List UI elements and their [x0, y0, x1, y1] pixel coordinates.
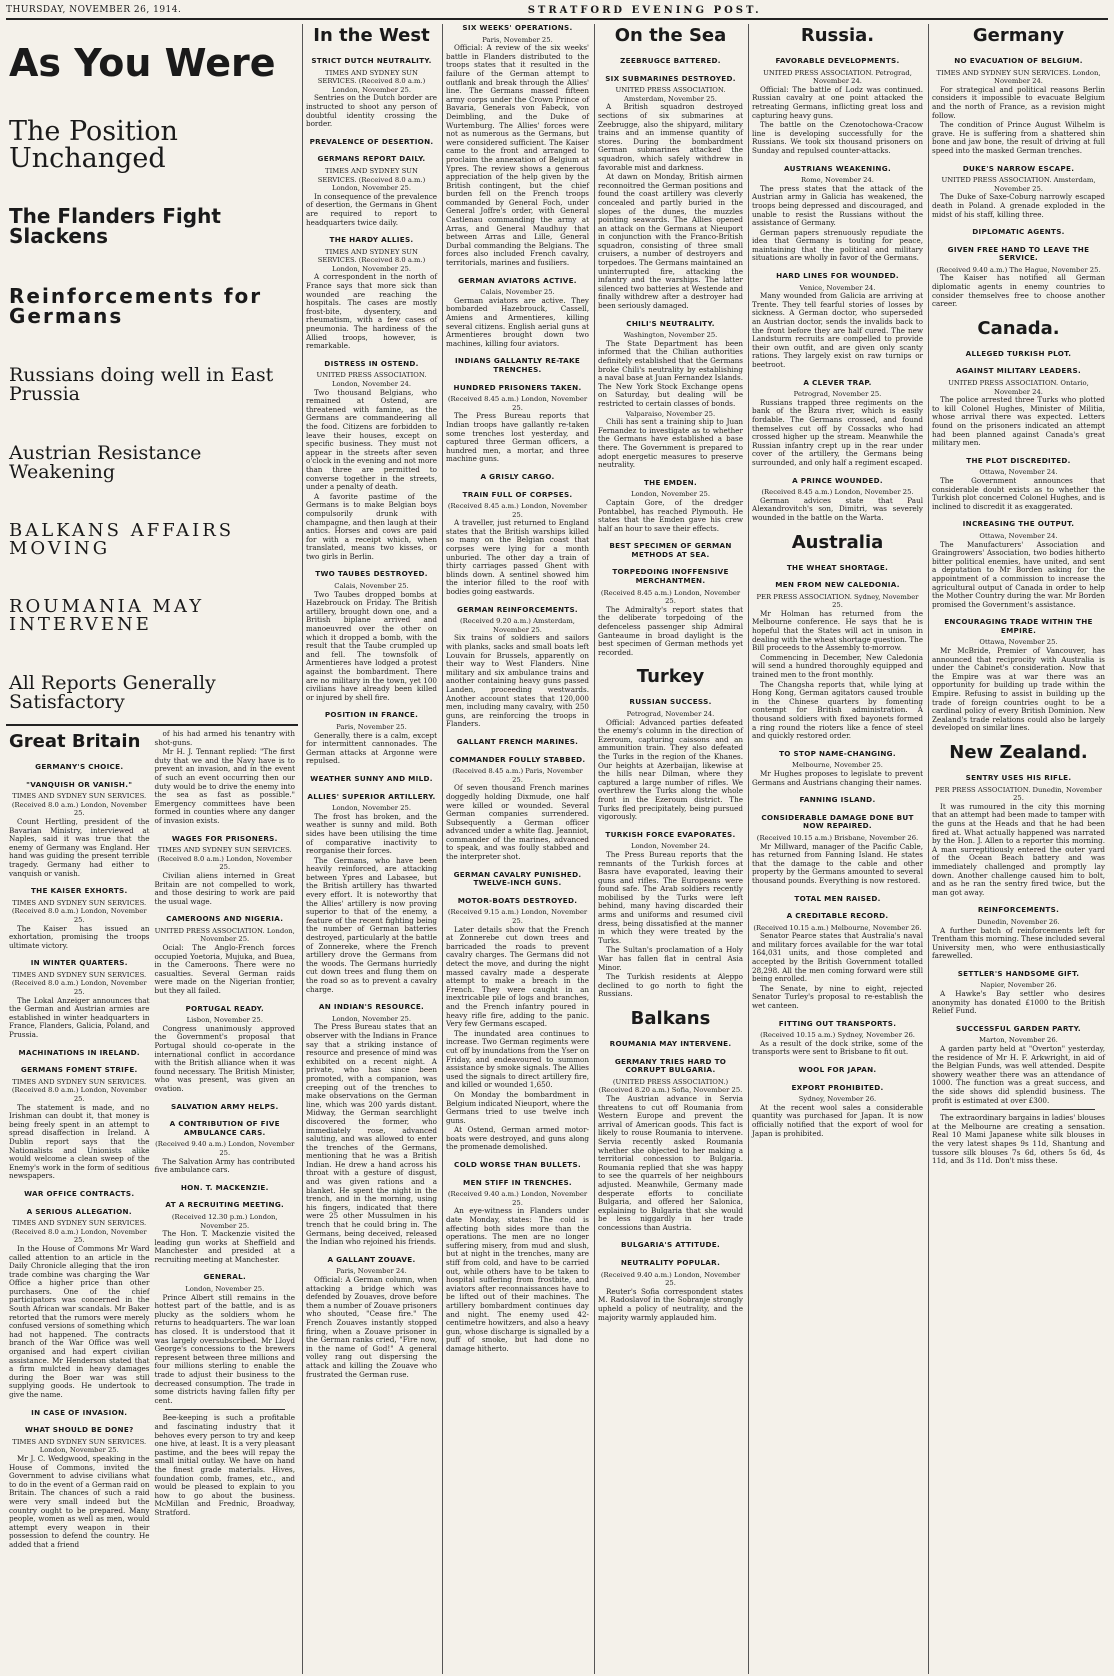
dateline: UNITED PRESS ASSOCIATION. Amsterdam, November 25. [615, 86, 726, 103]
column-west-continued [442, 24, 592, 1674]
dateline: UNITED PRESS ASSOCIATION. London, November 25. [154, 926, 295, 944]
dateline: Ottawa, November 24. [979, 468, 1058, 477]
subheadline: SIX SUBMARINES DESTROYED. [605, 73, 736, 83]
dateline: Marton, November 26. [979, 1036, 1058, 1045]
headline: STRICT DUTCH NEUTRALITY. [311, 56, 432, 65]
headline: THE WHEAT SHORTAGE. [786, 562, 889, 572]
article-text: A favorite pastime of the Germans is to make Belgian boys compulsorily drunk with champagne, and then laugh at their antics. Horses and cows are paid for with a receipt which, when translated, means two kisses, or two girls in Berlin. [306, 491, 437, 561]
subheadline: WHAT SHOULD BE DONE? [24, 1425, 134, 1435]
article-text: An eye-witness in Flanders under date Monday, states: The cold is affecting both sides more than the operations. The men are no longer suffering misery, from mud and slush, but at night in the trenches, many are stiff from cold, and have to be carried out, while others have to be taken to hospital suffering from frostbite, and aviators after reconnaissances have to be lifted out of their machines. The artillery bombardment continues day and night. The enemy used 42-centimetre howitzers, and also a heavy gun, whose discharge is signalled by a puff of smoke, but had done no damage hitherto. [446, 1206, 589, 1353]
subheadline: "VANQUISH OR VANISH." [26, 779, 133, 789]
dateline: (Received 9.15 a.m.) London, November 25. [447, 908, 588, 926]
dateline: Rome, November 24. [801, 176, 874, 185]
article-text: For strategical and political reasons Berlin considers it impossible to evacuate Belgium and the north of France, as a revision might follow. [932, 84, 1105, 120]
article-text: The Kaiser has notified all German diplomatic agents in enemy countries to consider themselves free to choose another career. [932, 273, 1105, 309]
article-text: Official: A German column, when attacking a bridge which was defended by Zouaves, drove before them a number of Zouave prisoners who shouted, "Cease fire." The French Zouaves instantly stopped firing, when a Zouave prisoner in the German ranks cried, "Fire now, in the name of God!" A general volley rang out dispersing the attack and killing the Zouave who frustrated the German ruse. [306, 1275, 437, 1379]
headline: IN CASE OF INVASION. [31, 1407, 128, 1417]
dateline: London, November 25. [185, 1285, 265, 1294]
article-text: Ocial: The Anglo-French forces occupied Yoetoria, Mujuka, and Buea, in the Cameroons. There were no casualties. Several German raids were made on the Nigerian frontier, but they all failed. [154, 943, 295, 996]
section-title-great-britain: Great Britain [9, 731, 141, 752]
headline: A CLEVER TRAP. [803, 377, 872, 387]
headline: BULGARIA'S ATTITUDE. [620, 1240, 720, 1250]
advertisement-text: The extraordinary bargains in ladies' blouses at the Melbourne are creating a sensation. Real 10 Mami Japanese white silk blouses in the very latest shapes 9s 11d, Shantung and tussore silk blouses 7s 6d, others 5s 6d, 4s 11d, and 3s 11d. Don't miss these. [932, 1113, 1105, 1166]
dateline: TIMES AND SYDNEY SUN SERVICES. (Received 8.0 a.m.) London, November 25. [11, 792, 147, 818]
section-title-russia: Russia. [800, 25, 875, 46]
headline: DISTRESS IN OSTEND. [324, 358, 419, 368]
headline: GERMAN CAVALRY PUNISHED. TWELVE-INCH GUNS. [453, 869, 582, 888]
headline: SIX WEEKS' OPERATIONS. [462, 24, 573, 32]
dateline: (Received 9.20 a.m.) Amsterdam, November 25. [460, 617, 575, 634]
article-text: German papers strenuously repudiate the idea that Germany is touting for peace, maintaining that the political and military situations are wholly in favor of the Germans. [752, 227, 923, 263]
dateline: UNITED PRESS ASSOCIATION. London, November 24. [316, 371, 427, 388]
subheadline: TRAIN FULL OF CORPSES. [462, 489, 573, 499]
subheadline: A CREDITABLE RECORD. [786, 911, 889, 921]
article-text: The Germans, who have been heavily reinforced, are attacking between Ypres and Labasee, but the British artillery has thwarted every effort. It is noteworthy that the Allies' artillery is now proving superior to that of the enemy, a feature of the recent fighting being the number of German batteries destroyed, particularly at the battle of Zonnereke, where the French artillery drove the Germans from the woods. The Germans hurriedly cut down trees and flung them on the road so as to prevent a cavalry charge. [306, 855, 437, 994]
section-title-balkans: Balkans [630, 1008, 711, 1029]
advertisement-text: Bee-keeping is such a profitable and fascinating industry that it behoves every person to try and keep one hive, at least. It is a very pleasant pastime, and the bees will repay the small initial outlay. We have on hand the finest grade materials. Hives, foundation comb, frames, etc., and would be pleased to explain to you how to go about the business. McMillan and Frednic, Broadway, Stratford. [154, 1413, 295, 1517]
article-text: A Hawke's Bay settler who desires anonymity has donated £1000 to the British Relief Fund. [932, 989, 1105, 1016]
lead-headline-1: As You Were [9, 41, 276, 85]
article-text: Count Hertling, president of the Bavarian Ministry, interviewed at Naples, said it was true that the enemy of Germany was England. Her hand was guiding the present terrible tragedy. Germany had either to vanquish or vanish. [9, 816, 150, 878]
article-text: Prince Albert still remains in the hottest part of the battle, and is as plucky as the soldiers whom he returns to headquarters. The war loan has closed. It is understood that it was largely oversubscribed. Mr Lloyd George's concessions to the brewers represent between three millions and four millions sterling to enable the trade to adjust their business to the decreased consumption. The trade in some districts having fallen fifty per cent. [154, 1292, 295, 1405]
dateline: (Received 10.15 a.m.) Brisbane, November 26. [756, 833, 919, 842]
article-text: A correspondent in the north of France says that more sick than wounded are reaching the hospitals. The cases are mostly frost-bite, dysentery, and rheumatism, with a few cases of pneumonia. The hardiness of the Allied troops, however, is remarkable. [306, 272, 437, 351]
headline: TURKISH FORCE EVAPORATES. [605, 829, 736, 839]
article-text: Later details show that the French at Zonnerebe cut down trees and barricaded the roads to prevent cavalry charges. The Germans did not detect the move, and during the night massed cavalry made a desperate attempt to make a breach in the French. They were caught in an inextricable pile of logs and branches, and the French infantry poured in heavy rifle fire, adding to the panic. Very few Germans escaped. [446, 924, 589, 1029]
subheadline: GERMANY TRIES HARD TO CORRUPT BULGARIA. [614, 1056, 727, 1075]
article-text: The Manufacturers' Association and Graingrowers' Association, two bodies hitherto bitter political enemies, have united, and sent a deputation to Mr Borden asking for the appointment of a commission to increase the agricultural output of Canada in order to help the Mother Country during the war. Mr Borden promised the Government's assistance. [932, 539, 1105, 609]
article-text: Of seven thousand French marines doggedly holding Dixmude, one half were killed or wounded. Several German companies surrendered. Subsequently a German officer advanced under a white flag. Jeanniot, commander of the marines, advanced to speak, and was foully stabbed and the interpreter shot. [446, 783, 589, 862]
dateline: (Received 9.40 a.m.) London, November 25. [600, 1270, 741, 1288]
headline: A GRISLY CARGO. [480, 471, 555, 481]
dateline: TIMES AND SYDNEY SUN SERVICES. (Received 8.0 a.m.) London, November 25. [317, 247, 426, 273]
article-text: German aviators are active. They bombarded Hazebrouck, Cassell, Amiens and Armentieres, killing several citizens. English aerial guns at Armentieres brought down two machines, killing four aviators. [446, 295, 589, 348]
article-text: Sentries on the Dutch border are instructed to shoot any person of doubtful identity crossing the border. [306, 93, 437, 129]
article-text: Commencing in December, New Caledonia will send a hundred thoroughly equipped and trained men to the front monthly. [752, 652, 923, 680]
dateline: PER PRESS ASSOCIATION. Dunedin, November 25. [935, 785, 1102, 803]
headline: ENCOURAGING TRADE WITHIN THE EMPIRE. [944, 617, 1093, 635]
headline: TWO TAUBES DESTROYED. [315, 569, 428, 579]
headline: THE KAISER EXHORTS. [30, 886, 128, 896]
article-text: Mr J. C. Wedgwood, speaking in the House of Commons, invited the Government to advise civilians what to do in the event of a German raid on Britain. The chances of such a raid were very small indeed but the country ought to be prepared. Many people, women as well as men, would attempt every weapon in their possession to defend the country. He added that a friend [9, 1453, 150, 1549]
lead-headline-7: BALKANS AFFAIRS MOVING [9, 520, 235, 559]
article-text: The Kaiser has issued an exhortation, promising the troops ultimate victory. [9, 923, 150, 950]
dateline: Valparaiso, November 25. [625, 409, 716, 418]
headline: SETTLER'S HANDSOME GIFT. [957, 968, 1080, 978]
dateline: Dunedin, November 26. [977, 917, 1060, 926]
article-text: At Ostend, German armed motor-boats were destroyed, and guns along the promenade demolished. [446, 1125, 589, 1152]
article-text: The frost has broken, and the weather is sunny and mild. Both sides have been utilising the time of comparative inactivity to reorganise their forces. [306, 811, 437, 856]
headline: INCREASING THE OUTPUT. [962, 519, 1075, 529]
article-text: A British squadron destroyed sections of six submarines at Zeebrugge, also the shipyard, military trains and an immense quantity of stores. During the bombardment German submarines attacked the squadron, which safely withdrew in favorable mist and darkness. [598, 102, 743, 172]
subheadline: AGAINST MILITARY LEADERS. [955, 366, 1081, 376]
headline: FITTING OUT TRANSPORTS. [778, 1018, 897, 1028]
subheadline: NEUTRALITY POPULAR. [620, 1258, 721, 1268]
section-title-new-zealand: New Zealand. [949, 742, 1088, 763]
subheadline: A CONTRIBUTION OF FIVE AMBULANCE CARS. [169, 1119, 280, 1137]
headline: POSITION IN FRANCE. [324, 710, 419, 720]
dateline: (Received 8.45 a.m.) London, November 25. [447, 395, 588, 412]
article-text: The Lokal Anzeiger announces that the German and Austrian armies are established in winter headquarters in France, Flanders, Galicia, Poland, and Prussia. [9, 995, 150, 1040]
dateline: Paris, November 25. [482, 35, 553, 44]
headline: HON. T. MACKENZIE. [180, 1182, 269, 1192]
great-britain-section [9, 730, 295, 1551]
headline: WEATHER SUNNY AND MILD. [310, 773, 433, 783]
subheadline: AT A RECRUITING MEETING. [165, 1200, 285, 1210]
article-text: In the House of Commons Mr Ward called attention to an article in the Daily Chronicle alleging that the iron trade combine was charging the War Office a higher price than other purchasers. One of the chief participators was concerned in the South African war scandals. Mr Baker retorted that the rumors were merely confused versions of something which had not happened. The contracts branch of the War Office was well organised and had expert civilian assistance. Mr Henderson stated that a firm mulcted in heavy damages during the Boer war was still supplying goods. He undertook to give the name. [9, 1243, 150, 1399]
headline: CAMEROONS AND NIGERIA. [166, 914, 284, 924]
column-germany-canada-nz [928, 24, 1108, 1674]
dateline: (Received 8.45 a.m.) Paris, November 25. [452, 767, 583, 784]
article-text: Official: The battle of Lodz was continued. Russian cavalry at one point attacked the retreating Germans, inflicting great loss and capturing heavy guns. [752, 84, 923, 120]
headline: A PRINCE WOUNDED. [792, 475, 883, 485]
masthead [6, 2, 1108, 20]
dateline: (Received 12.30 p.m.) London, November 25. [171, 1212, 278, 1230]
headline: WOOL FOR JAPAN. [798, 1065, 877, 1074]
article-text: The Admiralty's report states that the deliberate torpedoing of the defenceless passenger ship Admiral Ganteaume in broad daylight is the best specimen of German methods yet recorded. [598, 604, 743, 657]
headline: GERMAN AVIATORS ACTIVE. [458, 275, 577, 285]
dateline: Calais, November 25. [334, 582, 409, 591]
headline: SUCCESSFUL GARDEN PARTY. [956, 1023, 1081, 1033]
dateline: Lisbon, November 25. [186, 1016, 263, 1025]
headline: GERMANY'S CHOICE. [35, 762, 124, 771]
column-russia-australia [748, 24, 926, 1674]
article-text: The Changsha reports that, while lying at Hong Kong, German agitators caused trouble in the Chinese quarters by fomenting contempt for British administration. A thousand soldiers with fixed bayonets formed a ring round the rioters like a fence of steel and quickly restored order. [752, 679, 923, 741]
article-text: The Sultan's proclamation of a Holy War has fallen flat in central Asia Minor. [598, 945, 743, 972]
subheadline: ALLIES' SUPERIOR ARTILLERY. [307, 791, 436, 801]
article-text: Senator Pearce states that Australia's naval and military forces available for the war total 164,031 units, and those completed and accepted by the British Government totalled 28,298. All the men coming forward were still being enrolled. [752, 931, 923, 984]
article-text: The Salvation Army has contributed five ambulance cars. [154, 1156, 295, 1175]
lead-headline-9: All Reports Generally Satisfactory [9, 672, 216, 713]
dateline: TIMES AND SYDNEY SUN SERVICES. (Received 8.0 a.m.) London, November 25. [11, 1219, 147, 1245]
issue-date: THURSDAY, NOVEMBER 26, 1914. [6, 5, 182, 15]
headline: TO STOP NAME-CHANGING. [779, 748, 896, 758]
dateline: TIMES AND SYDNEY SUN SERVICES. (Received 8.0 a.m.) London, November 25. [11, 1077, 147, 1103]
column-west [302, 24, 440, 1674]
headline: CHILI'S NEUTRALITY. [626, 318, 715, 328]
headline: WAR OFFICE CONTRACTS. [24, 1188, 135, 1198]
dateline: (Received 9.40 a.m.) London, November 25. [155, 1140, 295, 1157]
dateline: TIMES AND SYDNEY SUN SERVICES. (Received 8.0 a.m.) London, November 25. [11, 898, 147, 924]
headline: AN INDIAN'S RESOURCE. [318, 1002, 425, 1012]
article-text: In consequence of the prevalence of desertion, the Germans in Ghent are required to report to headquarters twice daily. [306, 191, 437, 227]
article-text: Two thousand Belgians, who remained at Ostend, are threatened with famine, as the Germans are commandeering all the food. Citizens are forbidden to leave their houses, except on specific business. They must not appear in the streets after seven o'clock in the evening and not more than three are permitted to converse together in the streets, under a penalty of death. [306, 387, 437, 492]
article-text: The police arrested three Turks who plotted to kill Colonel Hughes, Minister of Militia, whose arrival there was expected. Letters found on the prisoners indicated an attempt had been planned against Canada's great military men. [932, 395, 1105, 448]
article-text: Two Taubes dropped bombs at Hazebrouck on Friday. The British artillery, brought down one, and a British biplane arrived and manoeuvred over the other on which it dropped a bomb, with the result that the Taube crumpled up and fell. The townsfolk of Armentieres have lodged a protest against the bombardment. There are no military in the town, yet 100 civilians have already been killed or injured by shell fire. [306, 589, 437, 702]
headline: A GALLANT ZOUAVE. [327, 1254, 416, 1264]
dateline: Ottawa, November 24. [979, 531, 1058, 540]
subheadline: GERMANS FOMENT STRIFE. [20, 1065, 138, 1075]
lead-headline-8: ROUMANIA MAY INTERVENE [9, 596, 205, 635]
headline: COLD WORSE THAN BULLETS. [454, 1160, 581, 1170]
dateline: London, November 25. [331, 804, 412, 813]
article-text: The Government announces that considerable doubt exists as to whether the Turkish plot concerned Colonel Hughes, and is inclined to discredit it as exaggerated. [932, 475, 1105, 511]
dateline: Petrograd, November 24. [626, 710, 715, 718]
headline: SALVATION ARMY HELPS. [170, 1101, 279, 1111]
article-text: The condition of Prince August Wilhelm is grave. He is suffering from a shattered shin bone and jaw bone, the result of driving at full speed into the masked German trenches. [932, 120, 1105, 155]
article-text: Official: A review of the six weeks' battle in Flanders distributed to the troops states that it resulted in the failure of the German attempt to outflank and break through the Allies' line. The Germans massed fifteen army corps under the Crown Prince of Bavaria, Generals von Fabeck, von Deimbling, and the Duke of Wurtemburg. The Allies' forces were not as numerous as the Germans, but were considered sufficient. The Kaiser came to the front and arranged to proclaim the annexation of Belgium at Ypres. The review shows a generous appreciation of the help given by the British contingent, but the chief burden fell on the French troops commanded by General Foch, under General Joffre's order, with General Castlenau commanding the army at Arras, and General Maudhuy that between Arras and Lille, General Durbal commanding the Belgians. The forces also included French cavalry, territorials, marines and fusiliers. [446, 43, 589, 268]
dateline: Melbourne, November 25. [792, 761, 883, 770]
article-text: The Press Bureau states that an observer with the Indians in France say that a striking instance of resource and presence of mind was exhibited on a recent night. A private, who has since been promoted, with a companion, was creeping out of the trenches to make observations on the German line, which was 200 yards distant. Midway, the German searchlight discovered the former, who immediately rose, advanced saluting, and was allowed to enter the trenches of the Germans, mentioning that he was a British Indian. He drew a hand across his throat with a gesture of disgust, and was given rations and a blanket. He spent the night in the trench, and in the morning, using his fingers, indicated that there were 25 other Mussulmen in his trench that he could bring in. The Germans, being deceived, released the Indian who rejoined his friends. [306, 1022, 437, 1247]
dateline: (Received 10.15 a.m.) Melbourne, November 26. [753, 923, 922, 932]
article-text: The statement is made, and no Irishman can doubt it, that money is being freely spent in an attempt to spread disaffection in Ireland. A Dublin report says that the Nationalists and Unionists alike would welcome a clean sweep of the Enemy's work in the form of seditious newspapers. [9, 1102, 150, 1181]
dateline: TIMES AND SYDNEY SUN SERVICES. (Received 8.0 a.m.) London, November 25. [317, 166, 426, 193]
article-text: The inundated area continues to increase. Two German regiments were cut off by inundations from the Yser on Friday, and endeavoured to summon assistance by smoke signals. The Allies used the signals to direct artillery fire, and killed or wounded 1,650. [446, 1028, 589, 1090]
subheadline: MOTOR-BOATS DESTROYED. [457, 895, 578, 905]
subheadline: CONSIDERABLE DAMAGE DONE BUT NOW REPAIRED. [761, 812, 914, 831]
newspaper-name: STRATFORD EVENING POST. [527, 4, 762, 16]
lead-headline-3: The Flanders Fight Slackens [9, 204, 221, 248]
dateline: London, November 25. [331, 1014, 412, 1023]
article-text: A further batch of reinforcements left for Trentham this morning. These included several University men, who were enthusiastically farewelled. [932, 925, 1105, 961]
dateline: Venice, November 24. [799, 283, 876, 292]
article-text: Many wounded from Galicia are arriving at Trente. They tell fearful stories of losses by sickness. A German doctor, who superseded an Austrian doctor, sends the invalids back to the front before they are half cured. The new Landsturm recruits are compelled to provide their own outfit, and are given only scanty rations. They largely exist on raw turnips or beetroot. [752, 291, 923, 369]
dateline: Washington, November 25. [623, 331, 718, 340]
headline: ALLEGED TURKISH PLOT. [965, 348, 1072, 358]
dateline: Calais, November 25. [480, 288, 555, 297]
lead-headline-4: Reinforcements for Germans [9, 284, 263, 328]
headline: IN WINTER QUARTERS. [30, 958, 128, 968]
headline: GENERAL. [203, 1272, 247, 1282]
dateline: (Received 8.45 a.m.) London, November 25. [447, 502, 588, 519]
article-text: The State Department has been informed that the Chilian authorities definitely established that the Germans broke Chili's neutrality by establishing a naval base at Juan Fernandez Islands. The New York Stock Exchange opens on Saturday, but dealing will be restricted to certain classes of bonds. [598, 338, 743, 408]
article-text: A garden party held at "Overton" yesterday, the residence of Mr H. F. Arkwright, in aid of the Belgian Funds, was well attended. Despite showery weather there was an attendance of 1000. The function was a great success, and the side shows did splendid business. The profit is estimated at over £300. [932, 1044, 1105, 1105]
article-text: It was rumoured in the city this morning that an attempt had been made to tamper with the guns at the Heads and that he had been fired at. What actually happened was narrated by the Hon. J. Allen to a reporter this morning. A man surreptitiously entered the outer yard of the Ocean Beach battery and was immediately challenged and promptly lay down. Another challenge caused him to bolt, and as he ran the sentry fired twice, but the man got away. [932, 801, 1105, 897]
article-text: Civilian aliens interned in Great Britain are not compelled to work, and those desiring to work are paid the usual wage. [154, 870, 295, 906]
section-title-west: In the West [313, 25, 430, 46]
dateline: London, November 25. [630, 490, 711, 499]
article-text: Mr McBride, Premier of Vancouver, has announced that reciprocity with Australia is under the Cabinet's consideration. Now that the Empire was at war there was an opportunity for building up trade within the Empire. Refusing to assist in building up the trade of foreign countries ought to be a cardinal policy of every British Dominion. New Zealand's trade relations could also be largely developed on similar lines. [932, 646, 1105, 733]
subheadline: COMMANDER FOULLY STABBED. [449, 754, 586, 764]
article-text: On Monday the bombardment in Belgium indicated Nieuport, where the Germans tried to use twelve inch guns. [446, 1089, 589, 1125]
headline: GERMAN REINFORCEMENTS. [457, 604, 578, 614]
column-sea-turkey-balkans [594, 24, 746, 1674]
article-text: At the recent wool sales a considerable quantity was purchased for Japan. It is now officially notified that the export of wool for Japan is prohibited. [752, 1102, 923, 1138]
headline: THE PLOT DISCREDITED. [966, 455, 1071, 465]
article-text: Russians trapped three regiments on the bank of the Bzura river, which is easily fordable. The Germans crossed, and found themselves cut off by Cossacks who had crossed higher up the stream. Meanwhile the Russian infantry crept up in the rear under cover of the artillery, the Germans being surrounded, and only half a regiment escaped. [752, 397, 923, 467]
article-text: The Press Bureau reports that Indian troops have gallantly re-taken some trenches lost yesterday, and captured three German officers, a hundred men, a mortar, and three machine guns. [446, 411, 589, 464]
article-text: German advices state that Paul Alexandrovitch's son, Dimitri, was severely wounded in the battle on the Warta. [752, 495, 923, 522]
headline: FAVORABLE DEVELOPMENTS. [775, 56, 900, 65]
dateline: Paris, November 25. [336, 722, 407, 731]
section-title-australia: Australia [791, 531, 884, 553]
dateline: Petrograd, November 25. [793, 390, 882, 399]
article-text: Reuter's Sofia correspondent states M. Radoslavof in the Sobranje strongly upheld a policy of neutrality, and the majority warmly applauded him. [598, 1286, 743, 1322]
headline: TOTAL MEN RAISED. [794, 893, 881, 903]
headline: NO EVACUATION OF BELGIUM. [954, 56, 1083, 65]
article-text: Mr Hughes proposes to legislate to prevent Germans and Austrians changing their names. [752, 768, 923, 787]
article-text: Official: Advanced parties defeated the enemy's column in the direction of Ezeroum, capturing caissons and an ammunition train. They also defeated the Turks in the region of the Khanes. Our heights at Azerbaijan, likewise at the hills near Dilman, where they captured a large number of rifles. We overthrew the Turks along the whole front in the Ezeroum district. The Turks fled precipitately, being pursued vigorously. [598, 717, 743, 822]
subheadline: TORPEDOING INOFFENSIVE MERCHANTMEN. [612, 567, 729, 586]
article-text: The battle on the Czenotochowa-Cracow line is developing successfully for the Russians. We took six thousand prisoners on Sunday and repulsed counter-attacks. [752, 120, 923, 155]
dateline: (Received 10.15 a.m.) Sydney, November 26. [760, 1031, 915, 1040]
headline: DUKE'S NARROW ESCAPE. [962, 163, 1075, 173]
section-title-germany: Germany [972, 25, 1065, 46]
dateline: Paris, November 24. [336, 1267, 407, 1276]
section-title-canada: Canada. [977, 317, 1060, 339]
article-text: of his had armed his tenantry with shot-guns. [154, 729, 295, 747]
article-text: The press states that the attack of the Austrian army in Galicia has weakened, the troops being depressed and discouraged, and unable to resist the Russians without the assistance of Germany. [752, 183, 923, 228]
dateline: TIMES AND SYDNEY SUN SERVICES. (Received 8.0 a.m.) London, November 25. [157, 846, 293, 872]
headline: SENTRY USES HIS RIFLE. [965, 773, 1072, 782]
article-text: The Turkish residents at Aleppo declined to go north to fight the Russians. [598, 972, 743, 999]
dateline: TIMES AND SYDNEY SUN SERVICES. (Received 8.0 a.m.) London, November 25. [317, 68, 426, 94]
article-text: Mr Millward, manager of the Pacific Cable, has returned from Fanning Island. He states that the damage to the cable and other property by the Germans amounted to several thousand pounds. Everything is now restored. [752, 841, 923, 885]
article-text: The Press Bureau reports that the remnants of the Turkish forces at Basra have evaporated, leaving their guns and rifles. The Europeans were found safe. The Arab soldiers recently mobilised by the Turks were left behind, many having discarded their arms and uniforms and resumed civil dress, being dissatisfied at the manner in which they were treated by the Turks. [598, 849, 743, 945]
article-text: Mr H. J. Tennant replied: "The first duty that we and the Navy have is to prevent an invasion, and in the event of such an event occurring then our duty would be to drive the enemy into the sea as fast as possible." Emergency committees have been formed in counties where any danger of invasion exists. [154, 747, 295, 825]
headline: PREVALENCE OF DESERTION. [309, 136, 434, 146]
subheadline: A SERIOUS ALLEGATION. [26, 1206, 132, 1216]
article-text: Chili has sent a training ship to Juan Fernandez to investigate as to whether the Germans have established a base there. The Government is prepared to adopt energetic measures to preserve neutrality. [598, 417, 743, 470]
dateline: Ottawa, November 25. [979, 638, 1058, 647]
article-text: The Hon. T. Mackenzie visited the leading gun works at Sheffield and Manchester and presided at a recruiting meeting at Manchester. [154, 1229, 295, 1264]
article-text: The Senate, by nine to eight, rejected Senator Turley's proposal to re-establish the wet canteen. [752, 983, 923, 1011]
headline: DIPLOMATIC AGENTS. [972, 227, 1065, 237]
section-title-sea: On the Sea [614, 25, 727, 46]
subheadline: EXPORT PROHIBITED. [791, 1082, 884, 1092]
headline: REINFORCEMENTS. [977, 905, 1060, 915]
dateline: TIMES AND SYDNEY SUN SERVICES. London, November 24. [936, 68, 1101, 86]
dateline: PER PRESS ASSOCIATION. Sydney, November 25. [756, 592, 919, 610]
dateline: TIMES AND SYDNEY SUN SERVICES. (Received 8.0 a.m.) London, November 25. [11, 970, 147, 997]
article-text: The Austrian advance in Servia threatens to cut off Roumania from Western Europe and prevent the arrival of American goods. This fact is likely to rouse Roumania to intervene. Servia recently asked Roumania whether she objected to her making a territorial concession to Bulgaria. Roumania replied that she was happy to see the quarrels of her neighbours adjusted. Meanwhile, Germany made desperate efforts to conciliate Bulgaria, and offered her Salonica, explaining to Bulgaria that she would be less niggardly in her trade concessions than Austria. [598, 1093, 743, 1232]
subheadline: MEN FROM NEW CALEDONIA. [775, 580, 900, 590]
headline: THE EMDEN. [643, 477, 697, 487]
headline: AUSTRIANS WEAKENING. [784, 163, 891, 173]
headline: INDIANS GALLANTLY RE-TAKE TRENCHES. [454, 356, 581, 374]
headline: ZEEBRUGCE BATTERED. [620, 56, 721, 65]
article-text: At dawn on Monday, British airmen reconnoitred the German positions and found the coast artillery was cleverly concealed and partly buried in the slopes of the dunes, the muzzles pointing seawards. The Allies opened an attack on the Germans at Nieuport in conjunction with the Franco-British squadron, consisting of three small cruisers, a number of destroyers and torpedoes. The Germans maintained an uninterrupted fire, attacking the infantry and the warships. The latter silenced two batteries at Westende and finally withdrew after a destroyer had been seriously damaged. [598, 172, 743, 311]
headline: RUSSIAN SUCCESS. [629, 697, 712, 707]
dateline: TIMES AND SYDNEY SUN SERVICES. London, November 25. [12, 1437, 147, 1455]
headline: ROUMANIA MAY INTERVENE. [609, 1039, 732, 1048]
lead-headline-2: The Position Unchanged [9, 116, 178, 174]
subheadline: MEN STIFF IN TRENCHES. [463, 1177, 572, 1187]
dateline: (UNITED PRESS ASSOCIATION.) (Received 8.20 a.m.) Sofia, November 25. [598, 1077, 743, 1095]
headline: HARD LINES FOR WOUNDED. [776, 271, 899, 281]
headline: GALLANT FRENCH MARINES. [456, 736, 579, 746]
dateline: Napier, November 26. [980, 981, 1057, 990]
article-text: Captain Gore, of the dredger Pontabbel, has reached Plymouth. He states that the Emden gave his crew half an hour to save their effects. [598, 497, 743, 533]
dateline: (Received 9.40 a.m.) The Hague, November 25. [936, 265, 1101, 274]
article-text: As a result of the dock strike, some of the transports were sent to Brisbane to fit out. [752, 1038, 923, 1057]
article-text: Congress unanimously approved the Government's proposal that Portugal should co-operate in the international conflict in accordance with the British alliance when it was found necessary. The British Minister, who was present, was given an ovation. [154, 1023, 295, 1093]
section-title-turkey: Turkey [636, 666, 705, 688]
subheadline: HUNDRED PRISONERS TAKEN. [453, 382, 582, 392]
subheadline: GIVEN FREE HAND TO LEAVE THE SERVICE. [947, 244, 1090, 263]
headline: BEST SPECIMEN OF GERMAN METHODS AT SEA. [609, 541, 732, 559]
headline: FANNING ISLAND. [799, 795, 876, 805]
dateline: (Received 8.45 a.m.) London, November 25. [761, 488, 914, 497]
article-text: Mr Holman has returned from the Melbourne conference. He says that he is hopeful that the States will act in unison in dealing with the wheat shortage question. The Bill proceeds to the Assembly to-morrow. [752, 608, 923, 653]
lead-headline-6: Austrian Resistance Weakening [9, 442, 202, 483]
article-text: A traveller, just returned to England states that the British warships killed so many on the Belgian coast that corpses were lying for a month unburied. The other day a train of thirty carriages passed Ghent with blinds down. A sentinel showed him the interior filled to the roof with bodies going eastwards. [446, 518, 589, 597]
article-text: The Duke of Saxe-Coburg narrowly escaped death in Poland. A grenade exploded in the midst of his staff, killing three. [932, 192, 1105, 219]
dateline: UNITED PRESS ASSOCIATION. Petrograd, November 24. [763, 68, 912, 86]
dateline: London, November 24. [630, 842, 711, 851]
dateline: UNITED PRESS ASSOCIATION. Ontario, November 24. [948, 379, 1089, 396]
dateline: (Received 8.45 a.m.) London, November 25. [600, 588, 741, 606]
headline: WAGES FOR PRISONERS. [171, 833, 278, 843]
headline: PORTUGAL READY. [185, 1003, 265, 1013]
subheadline: GERMANS REPORT DAILY. [317, 154, 426, 164]
column-lead [6, 24, 298, 1674]
article-text: Generally, there is a calm, except for intermittent cannonades. The German attacks at Argonne were repulsed. [306, 730, 437, 766]
headline: THE HARDY ALLIES. [329, 235, 414, 245]
dateline: UNITED PRESS ASSOCIATION. Amsterdam, November 25. [941, 176, 1096, 193]
dateline: Sydney, November 26. [798, 1095, 877, 1104]
headline: MACHINATIONS IN IRELAND. [18, 1047, 140, 1057]
article-text: Six trains of soldiers and sailors with planks, sacks and small boats left Louvain for Brussels, apparently on their way to West Flanders. Nine military and six ambulance trains and another containing heavy guns passed Landen, proceeding westwards. Another account states that 120,000 men, including many cavalry, with 250 guns, are reinforcing the troops in Flanders. [446, 633, 589, 729]
lead-headline-5: Russians doing well in East Prussia [9, 364, 274, 405]
dateline: (Received 9.40 a.m.) London, November 25. [447, 1190, 588, 1207]
